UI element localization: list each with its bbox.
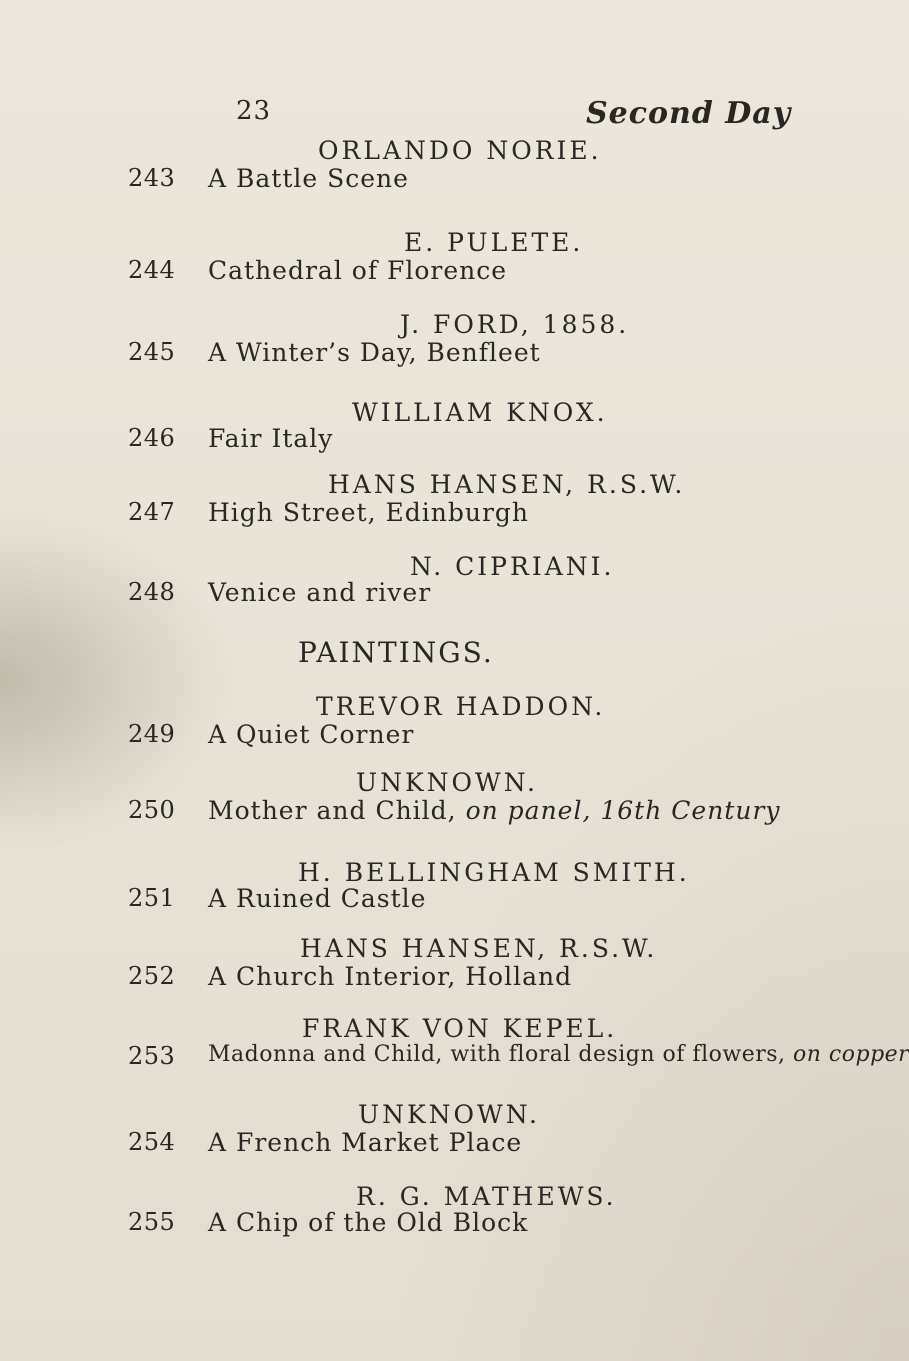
lot-title bbox=[208, 796, 781, 825]
lot-title-text: Mother and Child, bbox=[208, 796, 466, 825]
lot-number: 248 bbox=[128, 578, 176, 606]
lot-title: Fair Italy bbox=[208, 424, 334, 453]
lot-title: A Chip of the Old Block bbox=[208, 1208, 529, 1237]
section-heading: PAINTINGS. bbox=[298, 636, 494, 669]
lot-medium-note: on copper bbox=[793, 1042, 909, 1067]
artist-name: WILLIAM KNOX. bbox=[352, 398, 608, 427]
artist-name: H. BELLINGHAM SMITH. bbox=[298, 858, 690, 887]
lot-number: 246 bbox=[128, 424, 176, 452]
artist-name: HANS HANSEN, R.S.W. bbox=[328, 470, 686, 499]
artist-name: R. G. MATHEWS. bbox=[356, 1182, 617, 1211]
artist-name: N. CIPRIANI. bbox=[410, 552, 615, 581]
lot-title: Cathedral of Florence bbox=[208, 256, 508, 285]
artist-name: UNKNOWN. bbox=[358, 1100, 540, 1129]
lot-title: A Winter’s Day, Benfleet bbox=[208, 338, 541, 367]
artist-name: FRANK VON KEPEL. bbox=[302, 1014, 618, 1043]
lot-number: 254 bbox=[128, 1128, 176, 1156]
lot-number: 243 bbox=[128, 164, 176, 192]
lot-number: 255 bbox=[128, 1208, 176, 1236]
lot-title: Venice and river bbox=[208, 578, 432, 607]
lot-number: 253 bbox=[128, 1042, 176, 1070]
lot-number: 245 bbox=[128, 338, 176, 366]
lot-title: A Church Interior, Holland bbox=[208, 962, 573, 991]
lot-number: 252 bbox=[128, 962, 176, 990]
lot-title: A Battle Scene bbox=[208, 164, 409, 193]
artist-name: HANS HANSEN, R.S.W. bbox=[300, 934, 658, 963]
lot-number: 249 bbox=[128, 720, 176, 748]
lot-title: A French Market Place bbox=[208, 1128, 523, 1157]
artist-name: ORLANDO NORIE. bbox=[318, 136, 602, 165]
lot-number: 250 bbox=[128, 796, 176, 824]
lot-title: A Ruined Castle bbox=[208, 884, 427, 913]
lot-title-text: Madonna and Child, with floral design of flowers, bbox=[208, 1042, 794, 1067]
artist-name: J. FORD, 1858. bbox=[400, 310, 630, 339]
lot-number: 251 bbox=[128, 884, 176, 912]
page-number: 23 bbox=[236, 96, 272, 126]
lot-number: 244 bbox=[128, 256, 176, 284]
lot-medium-note: on panel, 16th Century bbox=[465, 796, 781, 825]
lot-title bbox=[208, 1042, 909, 1067]
artist-name: TREVOR HADDON. bbox=[316, 692, 606, 721]
lot-title: High Street, Edinburgh bbox=[208, 498, 530, 527]
day-heading: Second Day bbox=[586, 96, 792, 131]
artist-name: UNKNOWN. bbox=[356, 768, 538, 797]
artist-name: E. PULETE. bbox=[404, 228, 584, 257]
lot-title: A Quiet Corner bbox=[208, 720, 415, 749]
lot-number: 247 bbox=[128, 498, 176, 526]
